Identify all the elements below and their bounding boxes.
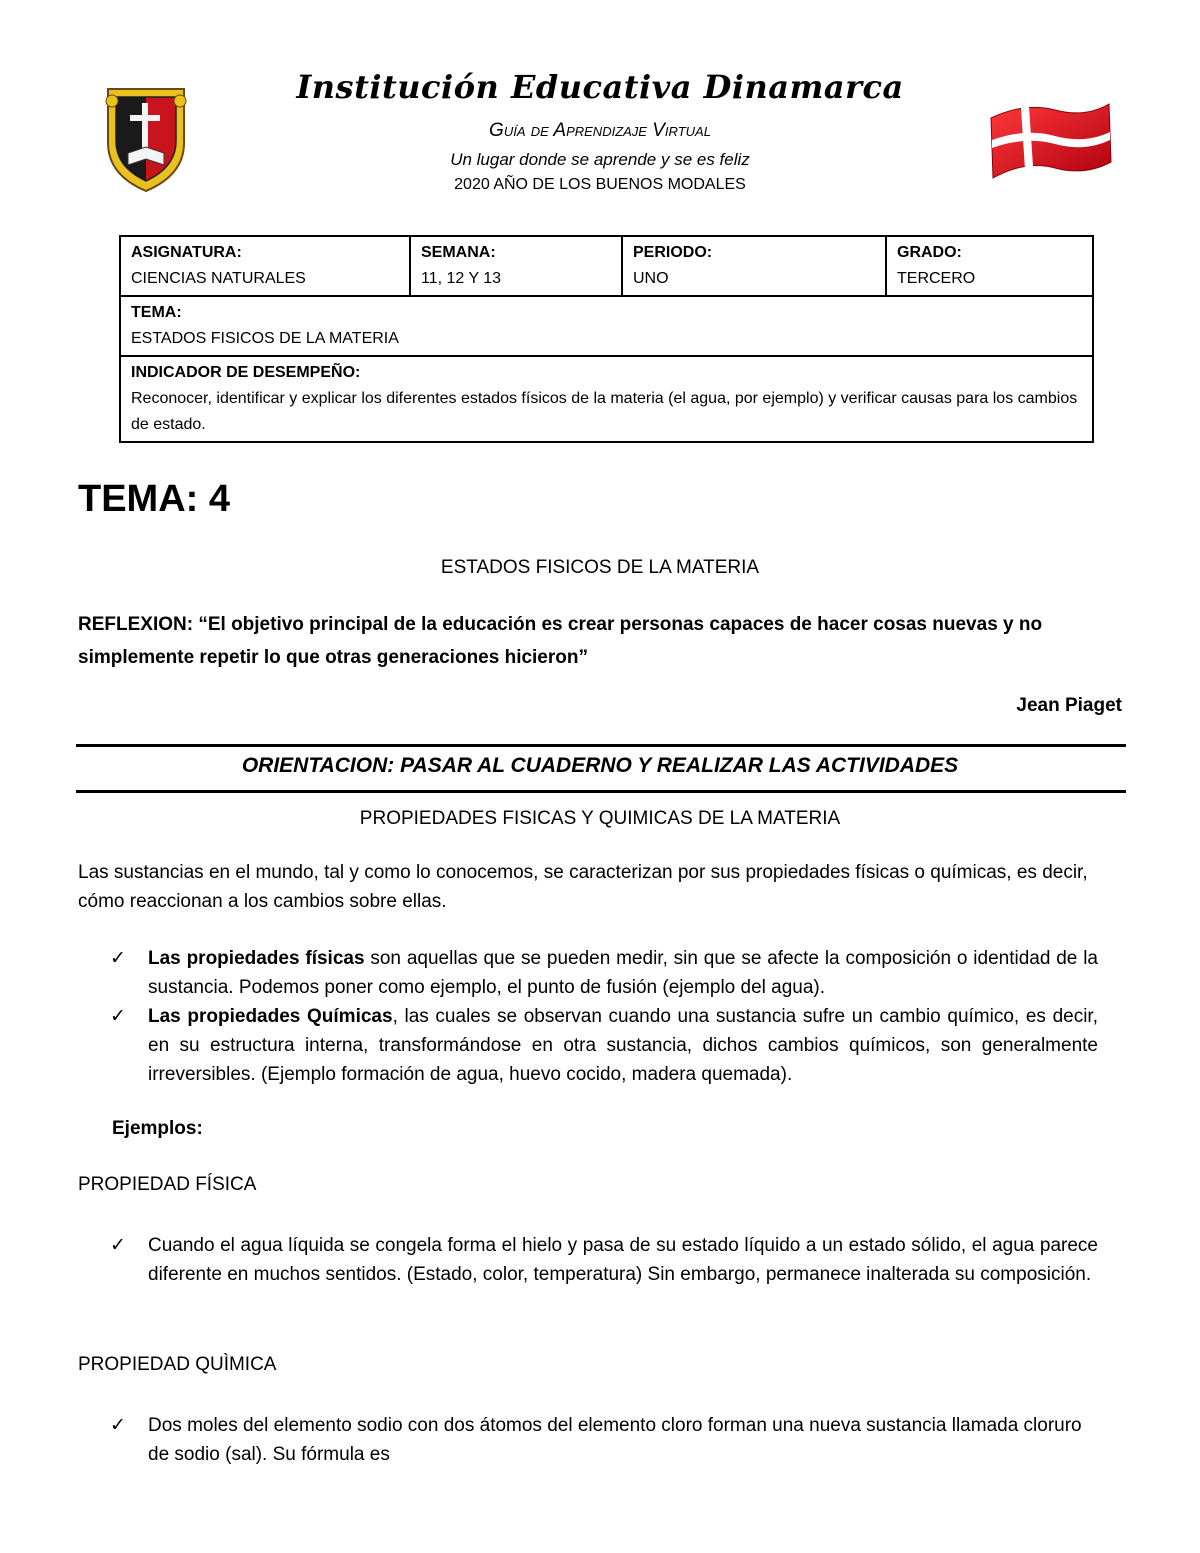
guide-title: Guía de Aprendizaje Virtual bbox=[489, 120, 711, 141]
asignatura-value: CIENCIAS NATURALES bbox=[131, 270, 306, 287]
tema-label: TEMA: bbox=[131, 304, 182, 321]
asignatura-cell bbox=[120, 236, 410, 296]
list-item-physical-example bbox=[110, 1231, 1098, 1289]
grado-value: TERCERO bbox=[897, 270, 976, 287]
checkmark-icon: ✓ bbox=[110, 948, 126, 969]
year-motto: 2020 AÑO DE LOS BUENOS MODALES bbox=[454, 176, 746, 193]
intro-paragraph: Las sustancias en el mundo, tal y como lo conocemos, se caracterizan por sus propiedades físicas o químicas, es decir, cómo reaccionan a los cambios sobre ellas. bbox=[78, 862, 1088, 912]
orientation-banner: ORIENTACION: PASAR AL CUADERNO Y REALIZAR LAS ACTIVIDADES bbox=[241, 754, 959, 777]
indicador-value: Reconocer, identificar y explicar los diferentes estados físicos de la materia (el agua, por ejemplo) y verificar causas para los cambios de estado. bbox=[131, 390, 1078, 433]
list-item-chemical-example bbox=[110, 1411, 1098, 1469]
bullet-text bbox=[148, 944, 1098, 1002]
periodo-value: UNO bbox=[633, 270, 669, 287]
chemical-property-heading: PROPIEDAD QUÌMICA bbox=[78, 1354, 277, 1375]
semana-cell bbox=[410, 236, 622, 296]
subject-title: ESTADOS FISICOS DE LA MATERIA bbox=[440, 557, 760, 578]
bullet-description: son aquellas que se pueden medir, sin que se afecte la composición o identidad de la sustancia. Podemos poner como ejemplo, el punto de fusión (ejemplo del agua). bbox=[148, 948, 1098, 998]
properties-title: PROPIEDADES FISICAS Y QUIMICAS DE LA MATERIA bbox=[359, 808, 841, 829]
denmark-flag-icon bbox=[985, 96, 1115, 188]
indicador-cell bbox=[120, 356, 1093, 442]
list-item-chemical-properties bbox=[110, 1002, 1098, 1089]
grado-cell bbox=[886, 236, 1093, 296]
bullet-bold-term: Las propiedades físicas bbox=[148, 948, 365, 969]
bullet-text: Dos moles del elemento sodio con dos átomos del elemento cloro forman una nueva sustancia llamada cloruro de sodio (sal). Su fórmula es bbox=[148, 1415, 1082, 1465]
periodo-cell bbox=[622, 236, 886, 296]
course-info-table bbox=[119, 235, 1094, 443]
bullet-bold-term: Las propiedades Químicas bbox=[148, 1006, 393, 1027]
semana-value: 11, 12 Y 13 bbox=[421, 270, 502, 287]
quote-author: Jean Piaget bbox=[1016, 695, 1122, 716]
checkmark-icon: ✓ bbox=[110, 1006, 126, 1027]
examples-label: Ejemplos: bbox=[112, 1118, 203, 1139]
school-motto: Un lugar donde se aprende y se es feliz bbox=[450, 150, 750, 169]
tema-heading: TEMA: 4 bbox=[78, 478, 230, 520]
physical-property-heading: PROPIEDAD FÍSICA bbox=[78, 1174, 257, 1195]
reflection-quote: REFLEXION: “El objetivo principal de la educación es crear personas capaces de hacer cosas nuevas y no simplemente repetir lo que otras generaciones hicieron” bbox=[78, 614, 1043, 668]
periodo-label: PERIODO: bbox=[633, 244, 713, 261]
checkmark-icon: ✓ bbox=[110, 1415, 126, 1436]
divider-top bbox=[76, 744, 1126, 747]
indicador-label: INDICADOR DE DESEMPEÑO: bbox=[131, 364, 361, 381]
grado-label: GRADO: bbox=[897, 244, 962, 261]
asignatura-label: ASIGNATURA: bbox=[131, 244, 242, 261]
tema-cell bbox=[120, 296, 1093, 356]
semana-label: SEMANA: bbox=[421, 244, 496, 261]
divider-bottom bbox=[76, 790, 1126, 793]
bullet-text bbox=[148, 1002, 1098, 1089]
tema-value: ESTADOS FISICOS DE LA MATERIA bbox=[131, 330, 399, 347]
checkmark-icon: ✓ bbox=[110, 1235, 126, 1256]
list-item-physical-properties bbox=[110, 944, 1098, 1002]
institution-name: Institución Educativa Dinamarca bbox=[296, 68, 904, 106]
bullet-text: Cuando el agua líquida se congela forma el hielo y pasa de su estado líquido a un estado sólido, el agua parece diferente en muchos sentidos. (Estado, color, temperatura) Sin embargo, permanece inalterada su composición. bbox=[148, 1235, 1098, 1285]
bullet-description: , las cuales se observan cuando una sustancia sufre un cambio químico, es decir, en su estructura interna, transformándose en otra sustancia, dichos cambios químicos, son generalmente irreversibles. (Ejemplo formación de agua, huevo cocido, madera quemada). bbox=[148, 1006, 1098, 1085]
